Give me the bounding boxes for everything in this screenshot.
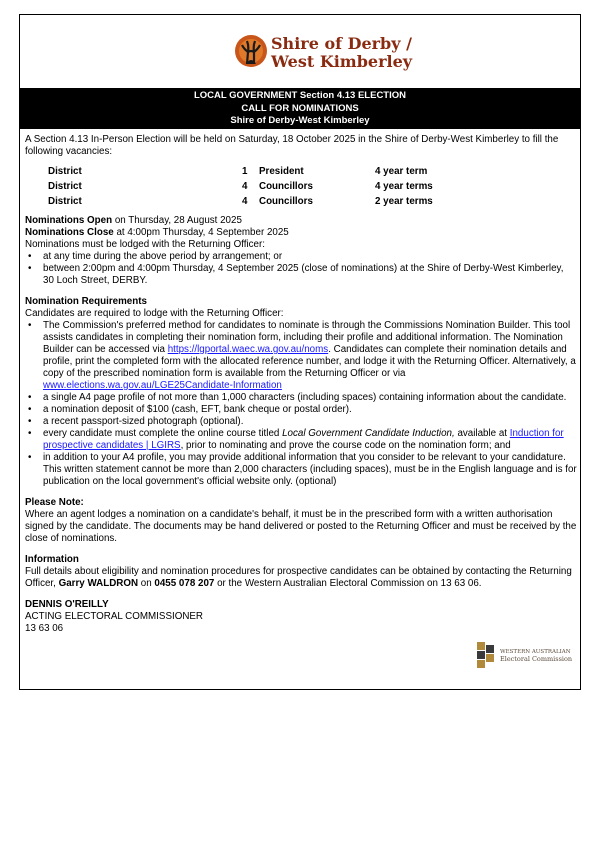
- electoral-commission-logo: [477, 642, 582, 670]
- list-item: • between 2:00pm and 4:00pm Thursday, 4 September 2025 (close of nominations) at the Shire of Derby-West Kimberley, 30 Loch Street, DERBY.: [25, 263, 577, 287]
- vacancy-area: District: [48, 180, 82, 192]
- list-item: • in addition to your A4 profile, you may provide additional information that you consider to be relevant to your candidature. This written statement cannot be more than 2,000 characters (including spaces), must be in the English language and is for publication on the local government's official website only. (optional): [25, 452, 577, 488]
- please-note-text: Where an agent lodges a nomination on a candidate's behalf, it must be in the prescribed form with a written authorisation signed by the candidate. The documents may be hand delivered or posted to the Returning Officer and must be received by the close of nominations.: [25, 509, 577, 544]
- req-text: The Commission's preferred method for candidates to nominate is through the Commissions Nomination Builder. This tool assists candidates in completing their nomination form, including their profile and additional information. The Nomination Builder can be accessed via: [43, 320, 571, 355]
- boab-tree-emblem-icon: [234, 34, 268, 68]
- vacancy-position: Councillors: [259, 195, 313, 207]
- information-text: [25, 566, 577, 590]
- logo-text-line1: Shire of Derby /: [271, 34, 412, 53]
- vacancy-area: District: [48, 165, 82, 177]
- nominations-close-label: Nominations Close: [25, 227, 114, 238]
- vacancy-count: 1: [242, 165, 248, 177]
- ec-logo-line2: Electoral Commission: [500, 655, 573, 663]
- vacancy-count: 4: [242, 180, 248, 192]
- vacancy-term: 4 year terms: [375, 180, 433, 192]
- returning-officer-name: Garry WALDRON: [58, 578, 139, 589]
- lodging-list: [25, 251, 577, 287]
- nominations-open: [25, 215, 577, 227]
- list-item: • a recent passport-sized photograph (optional).: [25, 416, 577, 428]
- list-item: [25, 320, 577, 392]
- title-banner: [20, 88, 580, 129]
- list-item: • a nomination deposit of $100 (cash, EFT, bank cheque or postal order).: [25, 404, 577, 416]
- banner-line2: CALL FOR NOMINATIONS: [241, 102, 359, 114]
- logo-text-line2: West Kimberley: [271, 52, 413, 71]
- info-text: on: [138, 578, 155, 589]
- nominations-open-text: on Thursday, 28 August 2025: [112, 215, 242, 226]
- ec-logo-line1: WESTERN AUSTRALIAN: [500, 649, 571, 655]
- lgirs-induction-link[interactable]: Induction for prospective candidates | LGIRS: [43, 428, 564, 451]
- vacancy-row: [48, 164, 577, 179]
- vacancy-count: 4: [242, 195, 248, 207]
- req-text: . Candidates can complete their nomination details and profile, print the completed form with the allocated reference number, and lodge it with the Returning Officer. Alternatively, a copy of the prescribed nomination form is available from the Returning Officer or via: [43, 344, 576, 379]
- vacancy-area: District: [48, 195, 82, 207]
- signatory-name: DENNIS O'REILLY: [25, 599, 109, 610]
- information-heading: Information: [25, 554, 79, 565]
- requirements-heading: Nomination Requirements: [25, 296, 147, 307]
- info-text: or the Western Australian Electoral Commission on 13 63 06.: [214, 578, 482, 589]
- req-text: every candidate must complete the online course titled: [43, 428, 283, 439]
- nomination-builder-link[interactable]: https://lgportal.waec.wa.gov.au/noms: [167, 344, 329, 355]
- req-text: available at: [454, 428, 510, 439]
- info-text: Full details about eligibility and nomination procedures for prospective candidates can be obtained by contacting the Returning Officer,: [25, 566, 572, 589]
- vacancy-row: [48, 194, 577, 209]
- list-item: • at any time during the above period by arrangement; or: [25, 251, 577, 263]
- requirements-intro: Candidates are required to lodge with the Returning Officer:: [25, 308, 284, 319]
- vacancy-term: 2 year terms: [375, 195, 433, 207]
- list-item: • a single A4 page profile of not more than 1,000 characters (including spaces) containing information about the candidate.: [25, 392, 577, 404]
- returning-officer-phone: 0455 078 207: [154, 578, 215, 589]
- banner-line1: LOCAL GOVERNMENT Section 4.13 ELECTION: [193, 90, 407, 101]
- vacancy-position: Councillors: [259, 180, 313, 192]
- signatory-phone: 13 63 06: [25, 623, 64, 634]
- candidate-information-link[interactable]: www.elections.wa.gov.au/LGE25Candidate-Information: [43, 380, 282, 391]
- list-item: [25, 428, 577, 452]
- vacancies-table: [48, 164, 577, 209]
- intro-paragraph: A Section 4.13 In-Person Election will be held on Saturday, 18 October 2025 in the Shire of Derby-West Kimberley to fill the following vacancies:: [25, 134, 559, 157]
- vacancy-position: President: [259, 165, 304, 177]
- please-note-heading: Please Note:: [25, 497, 84, 508]
- course-title: Local Government Candidate Induction,: [282, 428, 455, 439]
- vacancy-term: 4 year term: [375, 165, 428, 177]
- election-notice: [19, 14, 581, 690]
- shire-logo: [215, 33, 415, 89]
- nominations-close-text: at 4:00pm Thursday, 4 September 2025: [113, 227, 289, 238]
- nominations-open-label: Nominations Open: [25, 215, 113, 226]
- notice-body: [25, 134, 577, 635]
- requirements-list: [25, 320, 577, 488]
- nominations-close: [25, 227, 577, 239]
- vacancy-row: [48, 179, 577, 194]
- signatory-title: ACTING ELECTORAL COMMISSIONER: [25, 611, 204, 622]
- nominations-lodged: Nominations must be lodged with the Returning Officer:: [25, 239, 265, 250]
- electoral-commission-emblem-icon: [477, 642, 495, 668]
- banner-line3: Shire of Derby-West Kimberley: [230, 115, 370, 126]
- req-text: , prior to nominating and prove the course code on the nomination form; and: [180, 440, 511, 451]
